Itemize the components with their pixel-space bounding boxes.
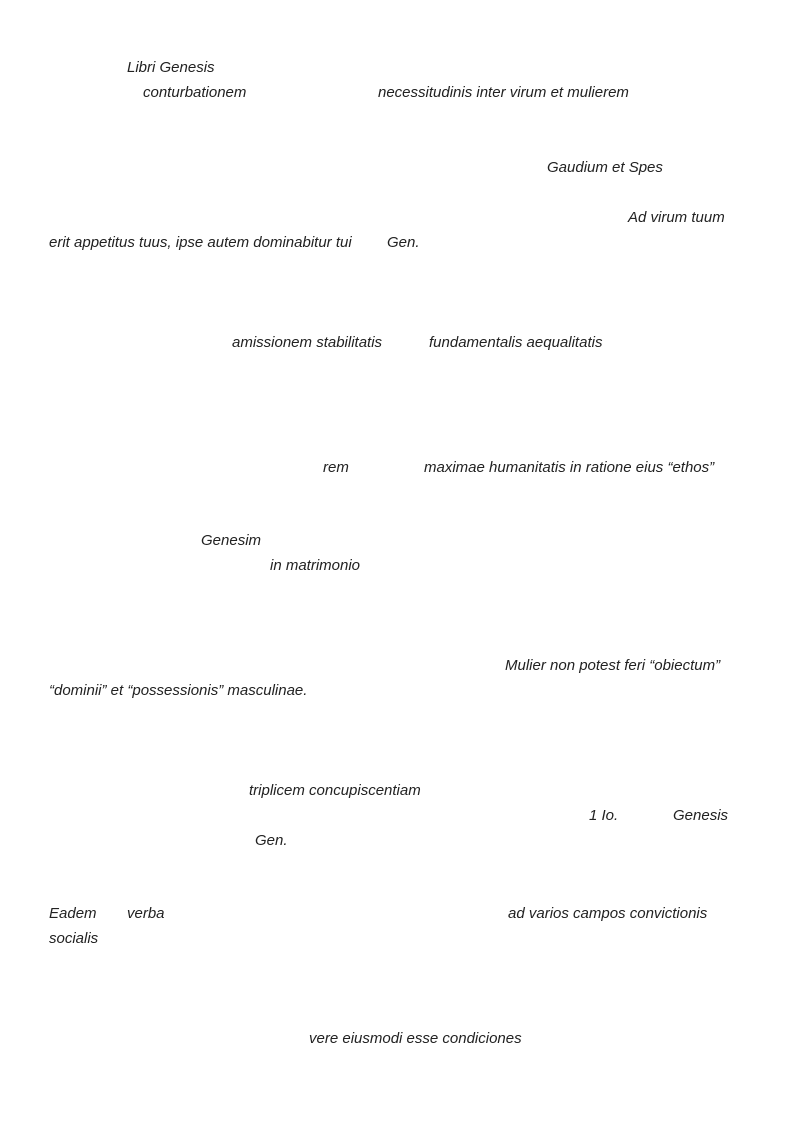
text-fragment: rem bbox=[323, 459, 349, 476]
text-fragment: Libri Genesis bbox=[127, 59, 215, 76]
text-fragment: triplicem concupiscentiam bbox=[249, 782, 421, 799]
text-fragment: 1 Io. bbox=[589, 807, 619, 824]
text-fragment: Gen. bbox=[387, 234, 420, 251]
text-fragment: amissionem stabilitatis bbox=[232, 334, 383, 351]
text-fragment: Genesis bbox=[673, 807, 729, 824]
text-fragment: Eadem bbox=[49, 905, 97, 922]
text-fragment: in matrimonio bbox=[270, 557, 361, 574]
text-fragment: verba bbox=[127, 905, 165, 922]
text-fragment: erit appetitus tuus, ipse autem dominabitur tui bbox=[49, 234, 352, 251]
text-fragment: “dominii” et “possessionis” masculinae. bbox=[49, 682, 308, 699]
text-fragment: Gaudium et Spes bbox=[547, 159, 663, 176]
text-fragment: socialis bbox=[49, 930, 99, 947]
text-fragment: Mulier non potest feri “obiectum” bbox=[505, 657, 721, 674]
text-fragment: fundamentalis aequalitatis bbox=[429, 334, 603, 351]
text-fragment: Gen. bbox=[255, 832, 288, 849]
text-fragment: maximae humanitatis in ratione eius “ethos” bbox=[424, 459, 715, 476]
text-fragment: vere eiusmodi esse condiciones bbox=[309, 1030, 522, 1047]
text-fragment: necessitudinis inter virum et mulierem bbox=[378, 84, 629, 101]
text-fragment: Ad virum tuum bbox=[628, 209, 725, 226]
text-fragment: conturbationem bbox=[143, 84, 247, 101]
text-fragment: Genesim bbox=[201, 532, 262, 549]
text-fragment: ad varios campos convictionis bbox=[508, 905, 708, 922]
